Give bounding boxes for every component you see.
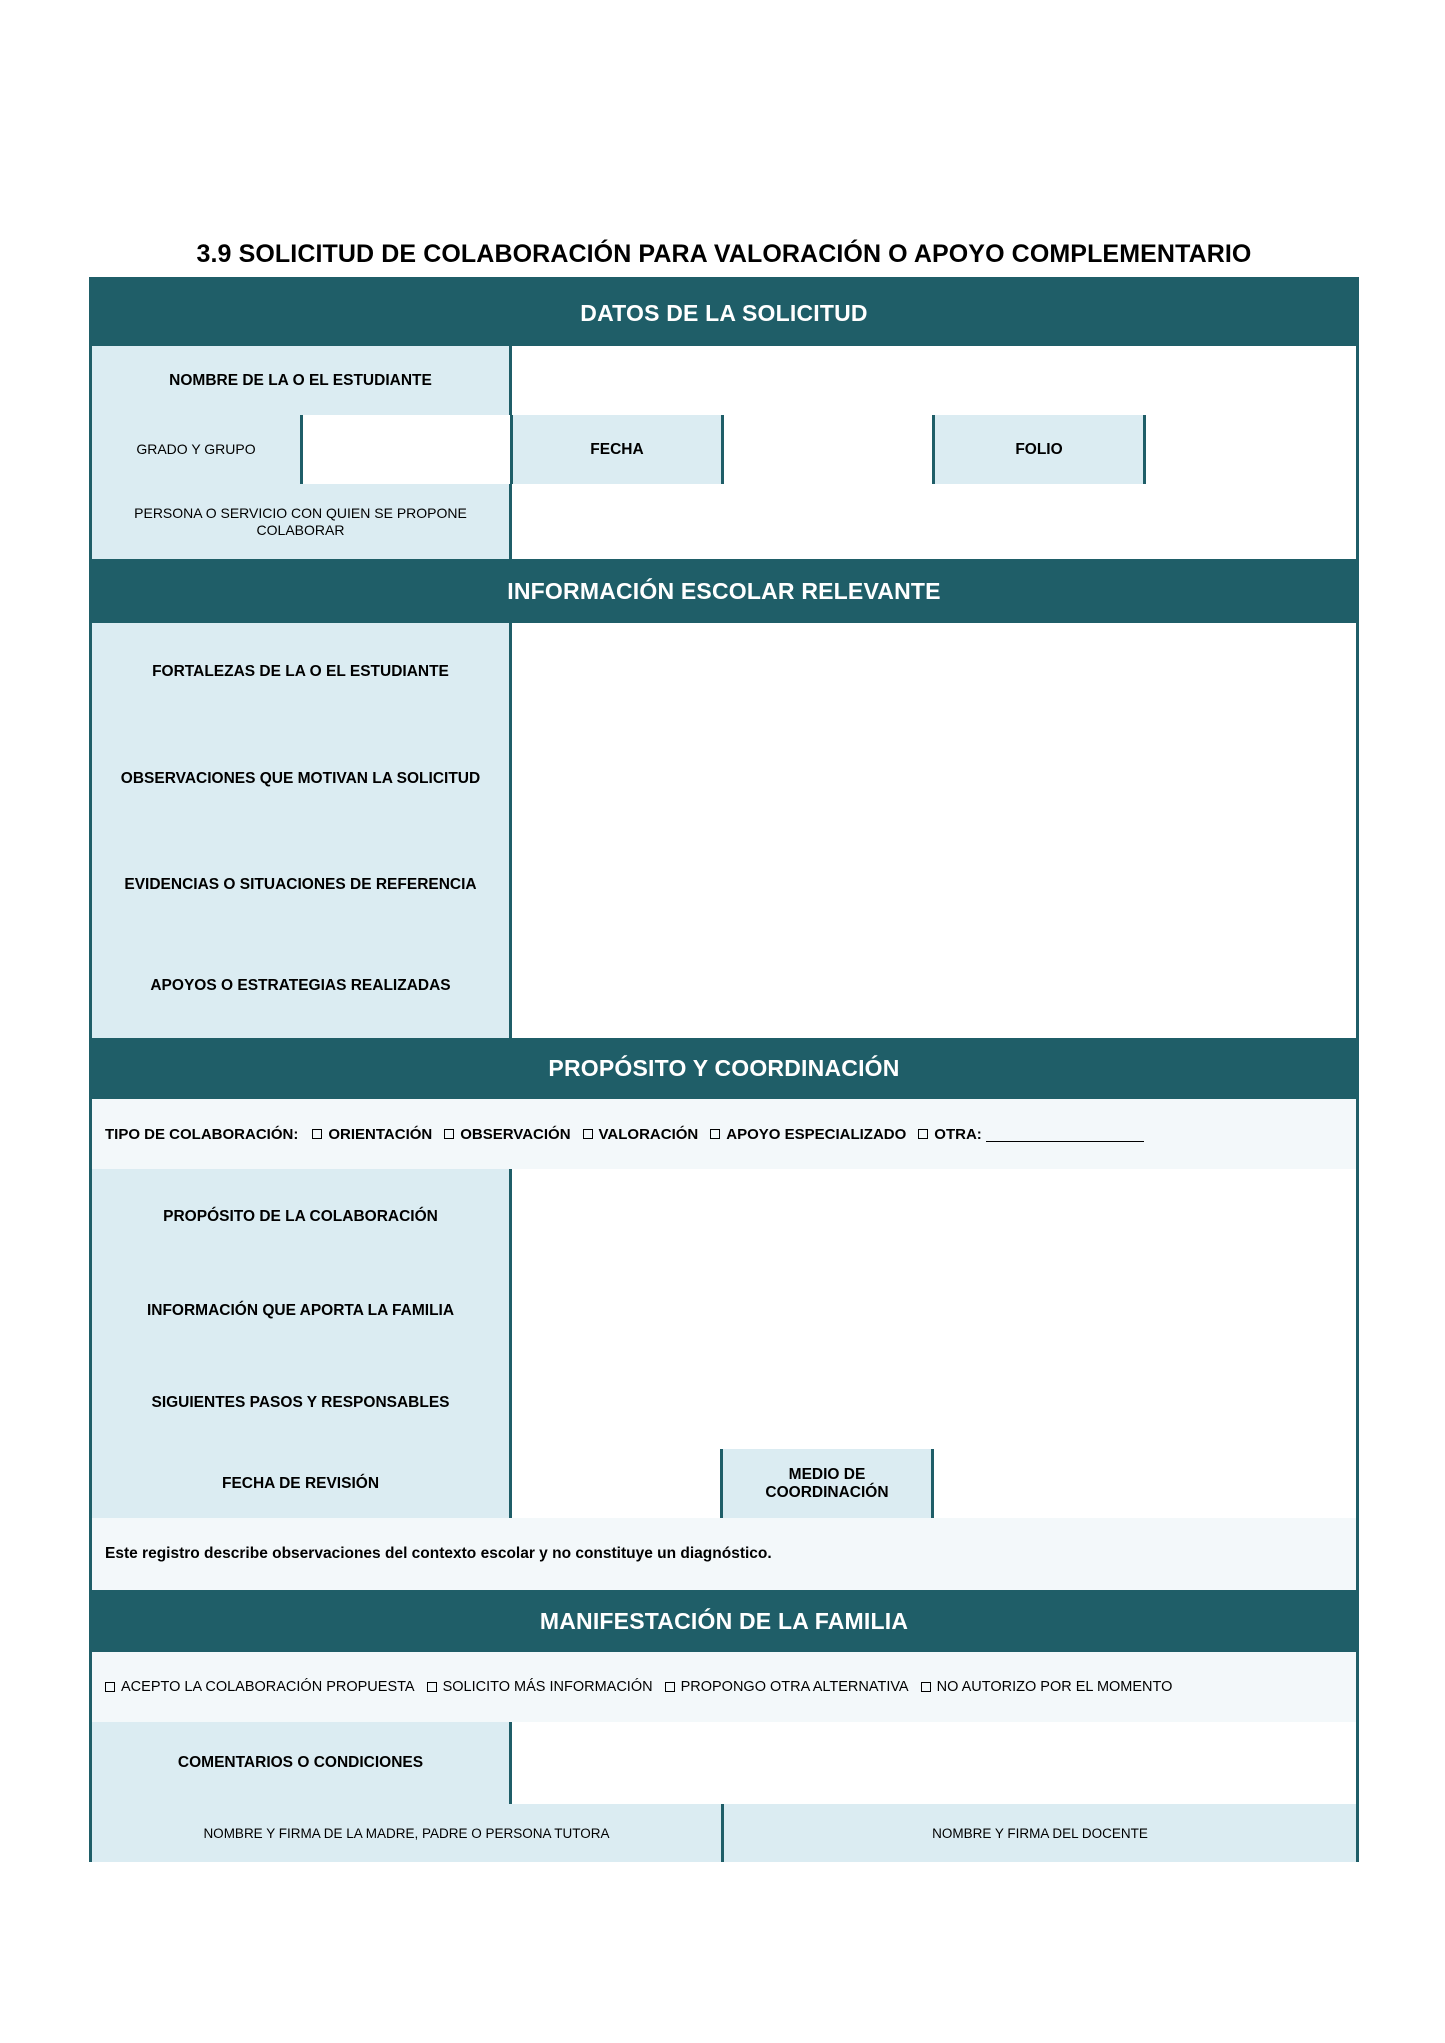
row-grado-fecha-folio [92, 415, 1356, 484]
checkbox-icon[interactable] [583, 1129, 593, 1139]
section-header-informacion: INFORMACIÓN ESCOLAR RELEVANTE [92, 559, 1356, 623]
section-header-manifestacion: MANIFESTACIÓN DE LA FAMILIA [92, 1590, 1356, 1652]
persona-label: PERSONA O SERVICIO CON QUIEN SE PROPONE COLABORAR [92, 484, 512, 559]
option-label: ORIENTACIÓN [328, 1125, 433, 1143]
option-no-autorizo[interactable] [921, 1679, 1173, 1695]
nombre-field[interactable] [512, 346, 1356, 415]
comentarios-field[interactable] [512, 1722, 1356, 1804]
option-label: OTRA: [934, 1125, 982, 1143]
revision-label: FECHA DE REVISIÓN [92, 1449, 512, 1518]
page-title: 3.9 SOLICITUD DE COLABORACIÓN PARA VALORACIÓN O APOYO COMPLEMENTARIO [196, 240, 1252, 268]
grado-field[interactable] [303, 415, 513, 484]
option-label: OBSERVACIÓN [460, 1125, 571, 1143]
checkbox-icon[interactable] [921, 1682, 931, 1692]
familia-label: INFORMACIÓN QUE APORTA LA FAMILIA [92, 1265, 512, 1356]
checkbox-icon[interactable] [427, 1682, 437, 1692]
folio-label: FOLIO [935, 415, 1146, 484]
option-valoracion[interactable] [583, 1126, 699, 1143]
row-persona [92, 484, 1356, 559]
firma-docente-cell[interactable]: NOMBRE Y FIRMA DEL DOCENTE [724, 1804, 1356, 1862]
row-proposito [92, 1169, 1356, 1265]
checkbox-icon[interactable] [444, 1129, 454, 1139]
option-label: PROPONGO OTRA ALTERNATIVA [680, 1679, 909, 1695]
checkbox-icon[interactable] [665, 1682, 675, 1692]
row-nombre [92, 346, 1356, 415]
medio-field[interactable] [934, 1449, 1356, 1518]
option-solicito[interactable] [427, 1679, 653, 1695]
option-label: NO AUTORIZO POR EL MOMENTO [936, 1679, 1173, 1695]
fortalezas-label: FORTALEZAS DE LA O EL ESTUDIANTE [92, 623, 512, 720]
row-comentarios [92, 1722, 1356, 1804]
row-revision-medio [92, 1449, 1356, 1518]
fecha-field[interactable] [724, 415, 935, 484]
disclaimer-note: Este registro describe observaciones del contexto escolar y no constituye un diagnóstico. [92, 1518, 1356, 1590]
row-evidencias [92, 837, 1356, 933]
evidencias-label: EVIDENCIAS O SITUACIONES DE REFERENCIA [92, 837, 512, 933]
option-acepto[interactable] [105, 1679, 415, 1695]
option-label: ACEPTO LA COLABORACIÓN PROPUESTA [121, 1679, 415, 1695]
otra-blank-line[interactable] [986, 1127, 1144, 1142]
persona-field[interactable] [512, 484, 1356, 559]
row-firmas [92, 1804, 1356, 1862]
checkbox-icon[interactable] [918, 1129, 928, 1139]
option-label: VALORACIÓN [598, 1125, 699, 1143]
apoyos-field[interactable] [512, 933, 1356, 1038]
row-manifestacion-options [92, 1652, 1356, 1722]
familia-field[interactable] [512, 1265, 1356, 1356]
observaciones-label: OBSERVACIONES QUE MOTIVAN LA SOLICITUD [92, 720, 512, 837]
option-propongo[interactable] [665, 1679, 909, 1695]
nombre-label: NOMBRE DE LA O EL ESTUDIANTE [92, 346, 512, 415]
collaboration-request-form [89, 277, 1359, 1862]
pasos-label: SIGUIENTES PASOS Y RESPONSABLES [92, 1356, 512, 1449]
grado-label: GRADO Y GRUPO [92, 415, 303, 484]
observaciones-field[interactable] [512, 720, 1356, 837]
row-tipo-colaboracion [92, 1099, 1356, 1169]
option-apoyo-especializado[interactable] [710, 1126, 906, 1143]
checkbox-icon[interactable] [312, 1129, 322, 1139]
proposito-label: PROPÓSITO DE LA COLABORACIÓN [92, 1169, 512, 1265]
fortalezas-field[interactable] [512, 623, 1356, 720]
option-orientacion[interactable] [312, 1126, 432, 1143]
medio-label: MEDIO DE COORDINACIÓN [723, 1449, 934, 1518]
tipo-label: TIPO DE COLABORACIÓN: [105, 1125, 299, 1143]
row-pasos [92, 1356, 1356, 1449]
option-label: APOYO ESPECIALIZADO [726, 1125, 907, 1143]
fecha-label: FECHA [513, 415, 724, 484]
firma-familia-cell[interactable]: NOMBRE Y FIRMA DE LA MADRE, PADRE O PERSONA TUTORA [92, 1804, 724, 1862]
checkbox-icon[interactable] [105, 1682, 115, 1692]
proposito-field[interactable] [512, 1169, 1356, 1265]
pasos-field[interactable] [512, 1356, 1356, 1449]
row-observaciones [92, 720, 1356, 837]
folio-field[interactable] [1146, 415, 1356, 484]
row-fortalezas [92, 623, 1356, 720]
section-header-datos: DATOS DE LA SOLICITUD [92, 280, 1356, 346]
option-observacion[interactable] [444, 1126, 570, 1143]
option-label: SOLICITO MÁS INFORMACIÓN [442, 1679, 653, 1695]
checkbox-icon[interactable] [710, 1129, 720, 1139]
section-header-proposito: PROPÓSITO Y COORDINACIÓN [92, 1038, 1356, 1099]
comentarios-label: COMENTARIOS O CONDICIONES [92, 1722, 512, 1804]
option-otra[interactable] [918, 1126, 1144, 1143]
revision-field[interactable] [512, 1449, 723, 1518]
apoyos-label: APOYOS O ESTRATEGIAS REALIZADAS [92, 933, 512, 1038]
row-apoyos [92, 933, 1356, 1038]
row-familia [92, 1265, 1356, 1356]
evidencias-field[interactable] [512, 837, 1356, 933]
